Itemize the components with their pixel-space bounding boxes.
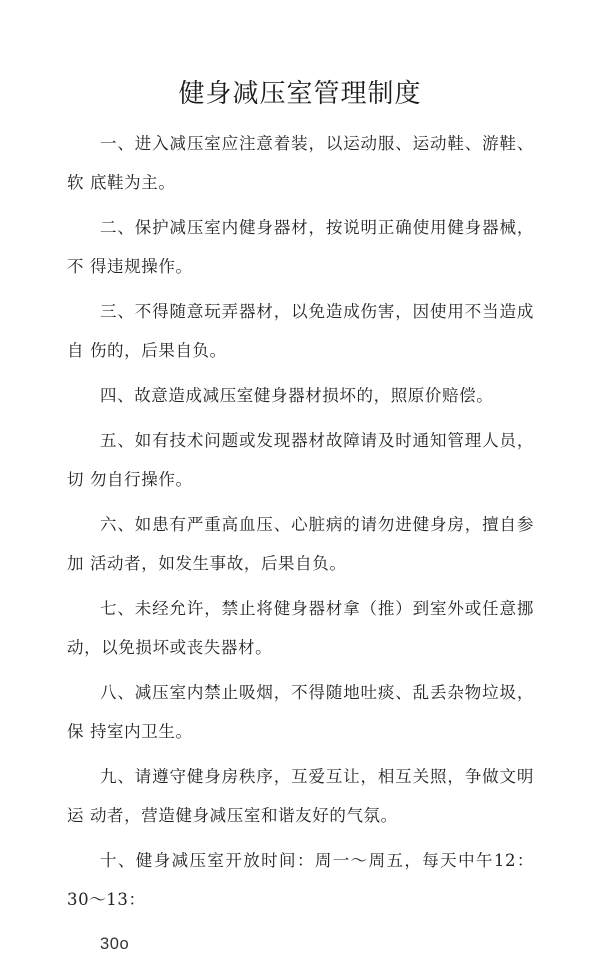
rule-paragraph-10: 十、健身减压室开放时间：周一〜周五，每天中午12：30〜13： [67,851,534,909]
document-body [67,124,534,964]
rule-paragraph-4: 四、故意造成减压室健身器材损坏的，照原价赔偿。 [100,386,494,405]
rule-paragraph-7: 七、未经允许，禁止将健身器材拿（推）到室外或任意挪动，以免损坏或丧失器材。 [67,599,534,657]
rule-paragraph-8: 八、减压室内禁止吸烟，不得随地吐痰、乱丢杂物垃圾，保 持室内卫生。 [67,683,534,741]
rule-paragraph-1: 一、进入减压室应注意着装，以运动服、运动鞋、游鞋、软 底鞋为主。 [67,134,534,192]
rule-paragraph-9: 九、请遵守健身房秩序，互爱互让，相互关照，争做文明运 动者，营造健身减压室和谐友好的气氛。 [67,767,534,825]
document-title: 健身减压室管理制度 [178,79,422,110]
rule-paragraph-10-continuation: 30o [100,935,130,953]
rule-paragraph-2: 二、保护减压室内健身器材，按说明正确使用健身器械，不 得违规操作。 [67,218,534,276]
rule-paragraph-5: 五、如有技术问题或发现器材故障请及时通知管理人员，切 勿自行操作。 [67,431,534,489]
rule-paragraph-6: 六、如患有严重高血压、心脏病的请勿进健身房，擅自参加 活动者，如发生事故，后果自负。 [67,515,534,573]
rule-paragraph-3: 三、不得随意玩弄器材，以免造成伤害，因使用不当造成自 伤的，后果自负。 [67,302,534,360]
